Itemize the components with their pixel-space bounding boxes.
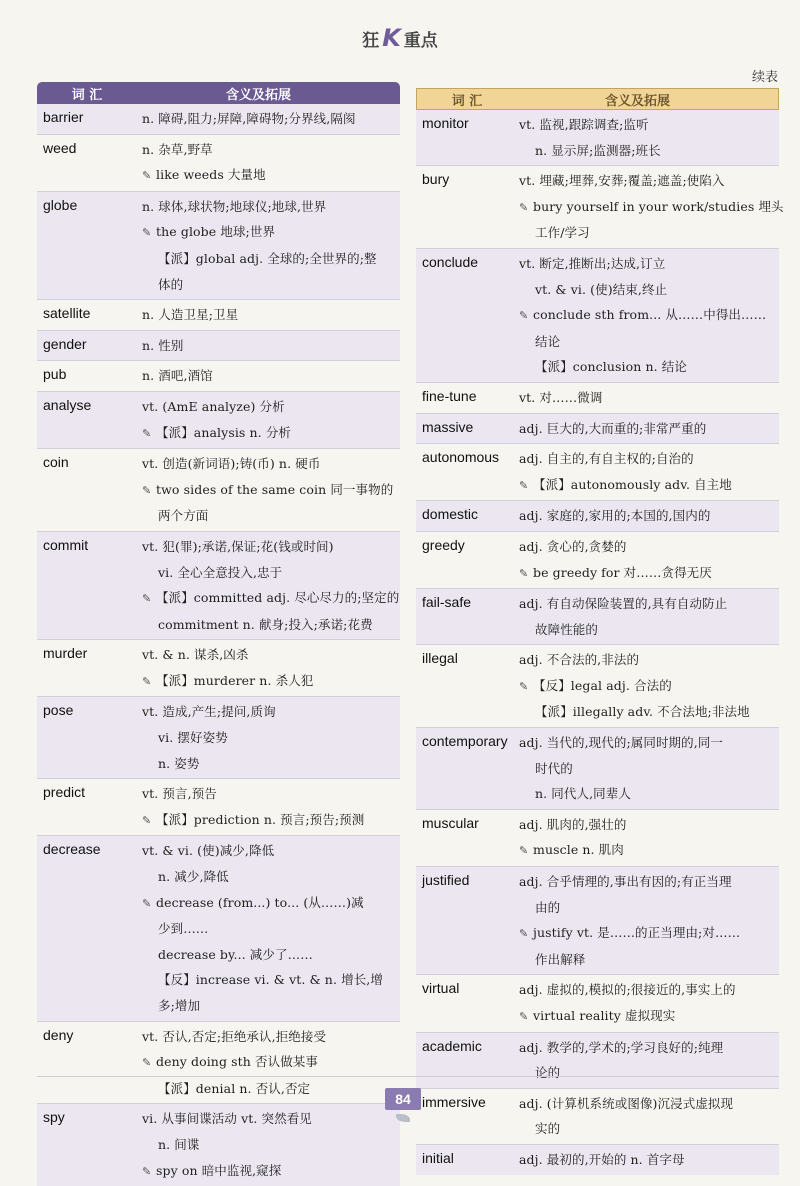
meaning-line bbox=[142, 781, 396, 807]
vocab-entry bbox=[37, 330, 400, 361]
vocab-word: fine-tune bbox=[422, 387, 477, 404]
meaning-line bbox=[519, 354, 775, 380]
vocab-meanings bbox=[519, 110, 779, 165]
vocab-meanings bbox=[519, 975, 779, 1031]
meaning-text: adj. 贪心的,贪婪的 bbox=[519, 538, 627, 554]
vocab-entry bbox=[37, 531, 400, 639]
meaning-line bbox=[142, 420, 396, 447]
meaning-line bbox=[142, 106, 396, 132]
meaning-text: vt. 犯(罪);承诺,保证;花(钱或时间) bbox=[142, 538, 334, 554]
meaning-text: 时代的 bbox=[535, 760, 573, 776]
meaning-line bbox=[142, 993, 396, 1019]
meaning-text: n. 同代人,同辈人 bbox=[535, 786, 631, 802]
meaning-text: 论的 bbox=[535, 1065, 561, 1081]
meaning-line bbox=[519, 446, 775, 472]
header-word: 词 汇 bbox=[451, 93, 483, 109]
pencil-icon: ✎ bbox=[142, 592, 152, 606]
vocab-meanings bbox=[142, 1022, 400, 1104]
meaning-text: conclude sth from... 从……中得出…… bbox=[533, 307, 767, 323]
pencil-icon: ✎ bbox=[142, 483, 152, 497]
meaning-text: vt. 否认,否定;拒绝承认,拒绝接受 bbox=[142, 1028, 327, 1044]
pencil-icon: ✎ bbox=[519, 679, 529, 693]
meaning-line bbox=[519, 220, 784, 246]
meaning-text: 【派】conclusion n. 结论 bbox=[535, 359, 687, 375]
vocab-word: satellite bbox=[43, 305, 91, 322]
meaning-text: muscle n. 肌肉 bbox=[533, 842, 624, 858]
pencil-icon: ✎ bbox=[142, 896, 152, 910]
page-header bbox=[0, 24, 800, 52]
meaning-line bbox=[142, 194, 396, 220]
meaning-text: adj. 不合法的,非法的 bbox=[519, 652, 640, 668]
meaning-line bbox=[142, 699, 396, 725]
meaning-line bbox=[519, 1147, 775, 1173]
meaning-line bbox=[519, 560, 775, 587]
vocab-meanings bbox=[142, 135, 400, 191]
vocab-word: fail-safe bbox=[422, 594, 472, 611]
meaning-text: the globe 地球;世界 bbox=[156, 224, 276, 240]
vocab-entry bbox=[37, 1103, 400, 1186]
vocab-entry bbox=[37, 639, 400, 696]
vocab-word: illegal bbox=[422, 650, 458, 667]
vocab-entry bbox=[37, 360, 400, 391]
vocab-word: greedy bbox=[422, 536, 465, 553]
table-header-right bbox=[416, 88, 779, 110]
vocab-word: academic bbox=[422, 1037, 482, 1054]
vocab-meanings bbox=[142, 532, 403, 639]
meaning-line bbox=[142, 612, 399, 638]
vocab-word: contemporary bbox=[422, 733, 508, 750]
vocab-entry bbox=[416, 382, 779, 413]
meaning-line bbox=[142, 302, 396, 328]
meaning-text: two sides of the same coin 同一事物的 bbox=[156, 481, 394, 497]
meaning-text: vt. 预言,预告 bbox=[142, 786, 217, 802]
meaning-text: adj. (计算机系统或图像)沉浸式虚拟现 bbox=[519, 1095, 734, 1111]
vocab-word: predict bbox=[43, 784, 86, 801]
vocab-meanings bbox=[142, 779, 400, 835]
vocab-meanings bbox=[519, 532, 779, 588]
pencil-icon: ✎ bbox=[519, 478, 529, 492]
pencil-icon: ✎ bbox=[142, 226, 152, 240]
vocab-word: spy bbox=[43, 1109, 65, 1126]
meaning-text: n. 障碍,阻力;屏障,障碍物;分界线,隔阂 bbox=[142, 111, 356, 126]
vocab-entry bbox=[416, 110, 779, 165]
meaning-line bbox=[519, 673, 775, 700]
vocab-entry bbox=[416, 248, 779, 382]
meaning-text: 【派】denial n. 否认,否定 bbox=[158, 1080, 311, 1096]
meaning-text: n. 间谍 bbox=[158, 1136, 200, 1152]
meaning-text: commitment n. 献身;投入;承诺;花费 bbox=[158, 616, 373, 632]
vocab-entry bbox=[416, 1144, 779, 1175]
vocab-entry bbox=[37, 104, 400, 134]
vocab-entry bbox=[37, 1021, 400, 1104]
vocab-meanings bbox=[519, 1033, 779, 1088]
vocab-meanings bbox=[142, 1104, 400, 1186]
meaning-text: 故障性能的 bbox=[535, 621, 599, 637]
vocab-meanings bbox=[142, 392, 400, 448]
meaning-text: 少到…… bbox=[158, 921, 209, 937]
vocab-word: barrier bbox=[43, 109, 84, 125]
meaning-line bbox=[142, 668, 396, 695]
vocab-entry bbox=[416, 727, 779, 809]
meaning-line bbox=[142, 838, 396, 864]
meaning-text: be greedy for 对……贪得无厌 bbox=[533, 564, 712, 580]
meaning-text: 结论 bbox=[535, 333, 561, 349]
meaning-line bbox=[519, 1091, 775, 1117]
meaning-text: n. 减少,降低 bbox=[158, 869, 229, 885]
meaning-line bbox=[519, 112, 775, 138]
pencil-icon: ✎ bbox=[142, 813, 152, 827]
meaning-line bbox=[519, 1116, 775, 1142]
vocab-entry bbox=[416, 866, 779, 974]
table-header-left bbox=[37, 82, 400, 104]
meaning-line bbox=[142, 333, 396, 359]
vocab-word: domestic bbox=[422, 506, 479, 523]
meaning-text: vt. & vi. (使)减少,降低 bbox=[142, 843, 275, 859]
meaning-line bbox=[519, 385, 775, 411]
meaning-text: 【派】autonomously adv. 自主地 bbox=[533, 476, 732, 492]
vocab-meanings bbox=[519, 728, 779, 809]
pencil-icon: ✎ bbox=[142, 169, 152, 183]
meaning-line bbox=[142, 942, 396, 968]
meaning-text: 两个方面 bbox=[158, 508, 209, 524]
vocab-meanings bbox=[519, 645, 779, 727]
meaning-text: justify vt. 是……的正当理由;对…… bbox=[533, 925, 741, 941]
meaning-text: 【派】analysis n. 分析 bbox=[156, 424, 292, 440]
meaning-text: vt. & vi. (使)结束,终止 bbox=[535, 281, 668, 297]
pencil-icon: ✎ bbox=[142, 426, 152, 440]
vocab-meanings bbox=[519, 166, 788, 248]
meaning-line bbox=[519, 837, 775, 864]
pencil-icon: ✎ bbox=[519, 200, 529, 214]
meaning-text: adj. 巨大的,大而重的;非常严重的 bbox=[519, 420, 707, 436]
meaning-line bbox=[519, 730, 775, 756]
vocab-entry bbox=[416, 443, 779, 500]
vocab-word: coin bbox=[43, 454, 69, 471]
meaning-text: adj. 虚拟的,模拟的;很接近的,事实上的 bbox=[519, 982, 736, 998]
vocab-word: virtual bbox=[422, 980, 460, 997]
meaning-text: adj. 肌肉的,强壮的 bbox=[519, 816, 627, 832]
meaning-text: vt. & n. 谋杀,凶杀 bbox=[142, 647, 249, 663]
vocab-meanings bbox=[142, 192, 400, 299]
meaning-text: 【反】increase vi. & vt. & n. 增长,增 bbox=[158, 972, 383, 988]
meaning-line bbox=[142, 272, 396, 298]
meaning-line bbox=[519, 977, 775, 1003]
vocab-word: murder bbox=[43, 645, 88, 662]
vocab-meanings bbox=[519, 1145, 779, 1175]
meaning-text: vt. 创造(新词语);铸(币) n. 硬币 bbox=[142, 456, 321, 472]
vocab-word: deny bbox=[43, 1026, 74, 1043]
meaning-line bbox=[142, 246, 396, 272]
meaning-line bbox=[142, 363, 396, 389]
meaning-text: vt. 埋藏;埋葬,安葬;覆盖;遮盖;使陷入 bbox=[519, 173, 725, 189]
vocab-entry bbox=[416, 809, 779, 866]
meaning-text: adj. 自主的,有自主权的;自治的 bbox=[519, 451, 694, 467]
vocab-meanings bbox=[519, 589, 779, 644]
meaning-text: virtual reality 虚拟现实 bbox=[533, 1008, 676, 1023]
vocab-word: justified bbox=[422, 872, 470, 889]
vocab-meanings bbox=[142, 836, 400, 1020]
meaning-text: vi. 从事间谍活动 vt. 突然看见 bbox=[142, 1111, 312, 1127]
vocab-entry bbox=[416, 500, 779, 531]
meaning-text: 由的 bbox=[535, 899, 561, 915]
meaning-line bbox=[519, 302, 775, 329]
meaning-line bbox=[519, 472, 775, 499]
meaning-text: adj. 教学的,学术的;学习良好的;纯理 bbox=[519, 1039, 724, 1055]
meaning-line bbox=[519, 138, 775, 164]
meaning-line bbox=[142, 534, 399, 560]
pencil-icon: ✎ bbox=[142, 1056, 152, 1070]
vocab-word: gender bbox=[43, 335, 87, 352]
vocab-meanings bbox=[142, 300, 400, 330]
meaning-text: adj. 最初的,开始的 n. 首字母 bbox=[519, 1151, 685, 1167]
vocab-meanings bbox=[519, 383, 779, 413]
vocab-word: pose bbox=[43, 702, 74, 719]
meaning-text: adj. 当代的,现代的;属同时期的,同一 bbox=[519, 735, 724, 751]
vocab-entry bbox=[37, 134, 400, 191]
meaning-line bbox=[519, 1003, 775, 1030]
meaning-text: adj. 有自动保险装置的,具有自动防止 bbox=[519, 596, 728, 612]
meaning-line bbox=[142, 864, 396, 890]
vocab-entry bbox=[37, 696, 400, 778]
meaning-line bbox=[519, 647, 775, 673]
pencil-icon: ✎ bbox=[142, 1164, 152, 1178]
vocab-meanings bbox=[142, 640, 400, 696]
meaning-text: deny doing sth 否认做某事 bbox=[156, 1054, 318, 1070]
header-k-logo: K bbox=[382, 24, 401, 52]
continued-label: 续表 bbox=[751, 70, 778, 85]
meaning-line bbox=[142, 477, 396, 504]
vocab-word: analyse bbox=[43, 396, 92, 413]
meaning-line bbox=[142, 219, 396, 246]
meaning-text: 工作/学习 bbox=[535, 225, 590, 241]
vocab-entry bbox=[416, 1088, 779, 1144]
vocab-word: globe bbox=[43, 196, 78, 213]
meaning-line bbox=[519, 534, 775, 560]
vocab-entry bbox=[416, 165, 784, 248]
vocab-word: conclude bbox=[422, 253, 479, 270]
meaning-text: decrease by... 减少了…… bbox=[158, 946, 313, 962]
meaning-text: spy on 暗中监视,窥探 bbox=[156, 1162, 282, 1178]
meaning-line bbox=[142, 916, 396, 942]
meaning-text: vt. 断定,推断出;达成,订立 bbox=[519, 255, 666, 271]
vocab-meanings bbox=[519, 501, 779, 531]
meaning-line bbox=[142, 560, 399, 586]
meaning-line bbox=[142, 1106, 396, 1132]
meaning-text: n. 姿势 bbox=[158, 755, 200, 771]
meaning-line bbox=[142, 1158, 396, 1185]
meaning-text: bury yourself in your work/studies 埋头 bbox=[533, 198, 784, 214]
vocab-meanings bbox=[142, 697, 400, 778]
pencil-icon: ✎ bbox=[519, 844, 529, 858]
meaning-line bbox=[519, 591, 775, 617]
meaning-text: like weeds 大量地 bbox=[156, 167, 266, 183]
meaning-text: 【派】global adj. 全球的;全世界的;整 bbox=[158, 250, 377, 266]
vocab-word: monitor bbox=[422, 115, 469, 131]
meaning-text: vt. 造成,产生;提问,质询 bbox=[142, 704, 276, 720]
vocab-entry bbox=[416, 1032, 779, 1088]
pencil-icon: ✎ bbox=[519, 927, 529, 941]
meaning-line bbox=[519, 277, 775, 303]
meaning-line bbox=[519, 329, 775, 355]
meaning-line bbox=[142, 162, 396, 189]
meaning-line bbox=[519, 812, 775, 838]
meaning-line bbox=[519, 756, 775, 782]
meaning-text: n. 性别 bbox=[142, 337, 184, 353]
vocab-meanings bbox=[519, 867, 779, 974]
meaning-text: adj. 合乎情理的,事出有因的;有正当理 bbox=[519, 874, 732, 890]
meaning-line bbox=[142, 1049, 396, 1076]
meaning-line bbox=[142, 1076, 396, 1102]
meaning-text: n. 人造卫星;卫星 bbox=[142, 307, 239, 323]
footer-divider bbox=[37, 1076, 779, 1077]
meaning-line bbox=[519, 416, 775, 442]
meaning-text: vi. 全心全意投入,忠于 bbox=[158, 564, 283, 580]
header-meaning: 含义及拓展 bbox=[604, 93, 670, 109]
meaning-text: n. 杂草,野草 bbox=[142, 141, 213, 157]
vocab-table-left bbox=[37, 82, 400, 1186]
meaning-line bbox=[519, 869, 775, 895]
meaning-text: vt. (AmE analyze) 分析 bbox=[142, 398, 285, 414]
meaning-line bbox=[142, 967, 396, 993]
vocab-entry bbox=[37, 299, 400, 330]
meaning-line bbox=[142, 725, 396, 751]
meaning-line bbox=[519, 920, 775, 947]
vocab-entry bbox=[37, 448, 400, 531]
vocab-word: muscular bbox=[422, 814, 479, 831]
meaning-text: 【派】murderer n. 杀人犯 bbox=[156, 672, 314, 688]
meaning-text: 体的 bbox=[158, 276, 184, 292]
meaning-line bbox=[142, 137, 396, 163]
meaning-line bbox=[519, 251, 775, 277]
vocab-word: commit bbox=[43, 536, 89, 553]
vocab-word: initial bbox=[422, 1149, 454, 1166]
vocab-word: pub bbox=[43, 366, 67, 383]
meaning-line bbox=[142, 1024, 396, 1050]
vocab-meanings bbox=[142, 104, 400, 134]
header-left-char: 狂 bbox=[362, 31, 380, 51]
vocab-meanings bbox=[142, 331, 400, 361]
header-meaning: 含义及拓展 bbox=[225, 87, 291, 103]
vocab-table-right bbox=[416, 88, 784, 1175]
vocab-entry bbox=[416, 974, 779, 1031]
meaning-text: n. 酒吧,酒馆 bbox=[142, 368, 213, 384]
meaning-line bbox=[519, 1060, 775, 1086]
vocab-rows-left bbox=[37, 104, 400, 1186]
meaning-text: 【派】prediction n. 预言;预告;预测 bbox=[156, 811, 365, 827]
page-number: 84 bbox=[385, 1088, 421, 1110]
vocab-entry bbox=[416, 413, 779, 444]
meaning-line bbox=[142, 642, 396, 668]
vocab-entry bbox=[37, 391, 400, 448]
meaning-line bbox=[519, 699, 775, 725]
vocab-meanings bbox=[519, 249, 779, 382]
meaning-text: vi. 摆好姿势 bbox=[158, 730, 228, 746]
meaning-text: decrease (from...) to... (从……)减 bbox=[156, 894, 364, 910]
meaning-text: vt. 监视,跟踪调查;监听 bbox=[519, 117, 649, 132]
vocab-meanings bbox=[519, 810, 779, 866]
vocab-entry bbox=[37, 835, 400, 1020]
meaning-line bbox=[142, 807, 396, 834]
pencil-icon: ✎ bbox=[519, 309, 529, 323]
pencil-icon: ✎ bbox=[142, 674, 152, 688]
meaning-text: n. 显示屏;监测器;班长 bbox=[535, 142, 661, 158]
meaning-line bbox=[519, 503, 775, 529]
meaning-line bbox=[142, 890, 396, 917]
meaning-text: 【反】legal adj. 合法的 bbox=[533, 677, 672, 693]
meaning-line bbox=[519, 947, 775, 973]
meaning-text: 【派】illegally adv. 不合法地;非法地 bbox=[535, 704, 750, 720]
meaning-text: 作出解释 bbox=[535, 951, 586, 967]
meaning-line bbox=[519, 617, 775, 643]
vocab-entry bbox=[416, 644, 779, 727]
vocab-rows-right bbox=[416, 110, 784, 1175]
meaning-line bbox=[142, 751, 396, 777]
meaning-line bbox=[519, 168, 784, 194]
pencil-icon: ✎ bbox=[519, 1010, 529, 1023]
vocab-entry bbox=[416, 531, 779, 588]
meaning-line bbox=[142, 451, 396, 477]
vocab-entry bbox=[37, 191, 400, 299]
vocab-word: immersive bbox=[422, 1093, 486, 1110]
vocab-entry bbox=[37, 778, 400, 835]
vocab-word: weed bbox=[43, 139, 77, 156]
meaning-text: 【派】committed adj. 尽心尽力的;坚定的 bbox=[156, 590, 400, 606]
meaning-line bbox=[142, 1132, 396, 1158]
meaning-line bbox=[519, 194, 784, 221]
meaning-text: adj. 家庭的,家用的;本国的,国内的 bbox=[519, 508, 711, 524]
meaning-text: 多;增加 bbox=[158, 998, 201, 1013]
vocab-word: autonomous bbox=[422, 449, 500, 466]
vocab-word: massive bbox=[422, 418, 474, 435]
header-word: 词 汇 bbox=[71, 87, 103, 103]
vocab-word: bury bbox=[422, 171, 450, 188]
vocab-meanings bbox=[519, 1089, 779, 1144]
vocab-entry bbox=[416, 588, 779, 644]
meaning-line bbox=[519, 1035, 775, 1061]
header-right-chars: 重点 bbox=[403, 31, 438, 51]
meaning-line bbox=[142, 585, 399, 612]
pencil-icon: ✎ bbox=[519, 566, 529, 580]
vocab-word: decrease bbox=[43, 841, 101, 858]
meaning-line bbox=[519, 895, 775, 921]
vocab-meanings bbox=[142, 361, 400, 391]
meaning-text: 实的 bbox=[535, 1121, 561, 1137]
meaning-text: vt. 对……微调 bbox=[519, 389, 603, 405]
vocab-meanings bbox=[142, 449, 400, 531]
meaning-text: n. 球体,球状物;地球仪;地球,世界 bbox=[142, 198, 327, 214]
vocab-meanings bbox=[519, 414, 779, 444]
meaning-line bbox=[519, 781, 775, 807]
meaning-line bbox=[142, 394, 396, 420]
vocab-meanings bbox=[519, 444, 779, 500]
meaning-line bbox=[142, 503, 396, 529]
